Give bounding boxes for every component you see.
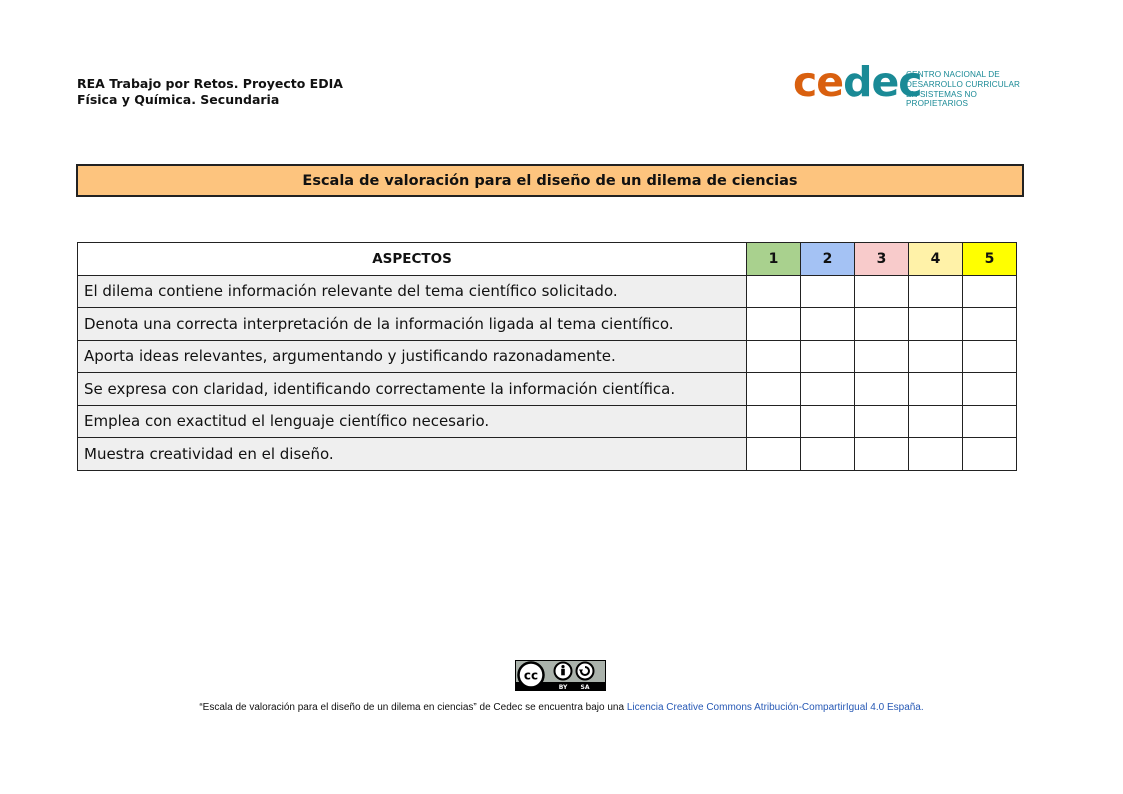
score-header-1: 1 xyxy=(747,243,801,276)
rubric-title: Escala de valoración para el diseño de un dilema de ciencias xyxy=(76,164,1024,197)
score-cell[interactable] xyxy=(963,275,1017,308)
table-row xyxy=(78,405,1017,438)
rating-scale-table xyxy=(77,242,1017,471)
score-cell[interactable] xyxy=(963,308,1017,341)
score-cell[interactable] xyxy=(909,438,963,471)
aspect-cell: Aporta ideas relevantes, argumentando y justificando razonadamente. xyxy=(78,340,747,373)
score-cell[interactable] xyxy=(801,438,855,471)
score-cell[interactable] xyxy=(801,275,855,308)
table-row xyxy=(78,308,1017,341)
header-project-line: REA Trabajo por Retos. Proyecto EDIA xyxy=(77,76,343,91)
score-cell[interactable] xyxy=(855,405,909,438)
score-cell[interactable] xyxy=(801,373,855,406)
score-cell[interactable] xyxy=(747,405,801,438)
aspect-cell: Emplea con exactitud el lenguaje científico necesario. xyxy=(78,405,747,438)
score-header-2: 2 xyxy=(801,243,855,276)
license-notice-text: “Escala de valoración para el diseño de un dilema en ciencias” de Cedec se encuentra bajo una xyxy=(199,702,627,713)
table-header-row xyxy=(78,243,1017,276)
aspect-cell: Denota una correcta interpretación de la información ligada al tema científico. xyxy=(78,308,747,341)
score-cell[interactable] xyxy=(855,275,909,308)
aspect-cell: Se expresa con claridad, identificando correctamente la información científica. xyxy=(78,373,747,406)
cedec-logo-subtitle: CENTRO NACIONAL DE DESARROLLO CURRICULAR EN SISTEMAS NO PROPIETARIOS xyxy=(906,70,1021,109)
table-row xyxy=(78,438,1017,471)
table-row xyxy=(78,340,1017,373)
score-cell[interactable] xyxy=(801,308,855,341)
score-cell[interactable] xyxy=(909,308,963,341)
header-subject-line: Física y Química. Secundaria xyxy=(77,92,280,107)
by-label: BY xyxy=(558,684,568,691)
score-cell[interactable] xyxy=(855,308,909,341)
score-cell[interactable] xyxy=(963,438,1017,471)
score-cell[interactable] xyxy=(855,373,909,406)
cc-by-sa-badge-svg xyxy=(515,660,606,691)
cedec-logo xyxy=(793,58,1038,109)
table-row xyxy=(78,373,1017,406)
score-header-5: 5 xyxy=(963,243,1017,276)
score-cell[interactable] xyxy=(747,438,801,471)
cc-by-sa-badge-icon[interactable] xyxy=(515,660,606,691)
score-cell[interactable] xyxy=(963,405,1017,438)
aspects-header: ASPECTOS xyxy=(78,243,747,276)
cedec-logo-wordmark: cedec xyxy=(793,58,922,106)
score-cell[interactable] xyxy=(747,308,801,341)
sa-label: SA xyxy=(580,684,590,691)
score-cell[interactable] xyxy=(855,438,909,471)
score-cell[interactable] xyxy=(801,340,855,373)
aspect-cell: El dilema contiene información relevante del tema científico solicitado. xyxy=(78,275,747,308)
score-cell[interactable] xyxy=(963,373,1017,406)
score-cell[interactable] xyxy=(909,405,963,438)
score-cell[interactable] xyxy=(801,405,855,438)
score-cell[interactable] xyxy=(747,373,801,406)
license-notice xyxy=(0,702,1123,713)
score-header-4: 4 xyxy=(909,243,963,276)
score-cell[interactable] xyxy=(747,340,801,373)
cc-label: cc xyxy=(523,668,539,683)
aspect-cell: Muestra creatividad en el diseño. xyxy=(78,438,747,471)
score-cell[interactable] xyxy=(747,275,801,308)
score-cell[interactable] xyxy=(855,340,909,373)
table-row xyxy=(78,275,1017,308)
score-cell[interactable] xyxy=(909,275,963,308)
score-header-3: 3 xyxy=(855,243,909,276)
document-header xyxy=(77,76,343,108)
score-cell[interactable] xyxy=(963,340,1017,373)
score-cell[interactable] xyxy=(909,373,963,406)
license-link[interactable]: Licencia Creative Commons Atribución-CompartirIgual 4.0 España. xyxy=(626,702,924,713)
score-cell[interactable] xyxy=(909,340,963,373)
